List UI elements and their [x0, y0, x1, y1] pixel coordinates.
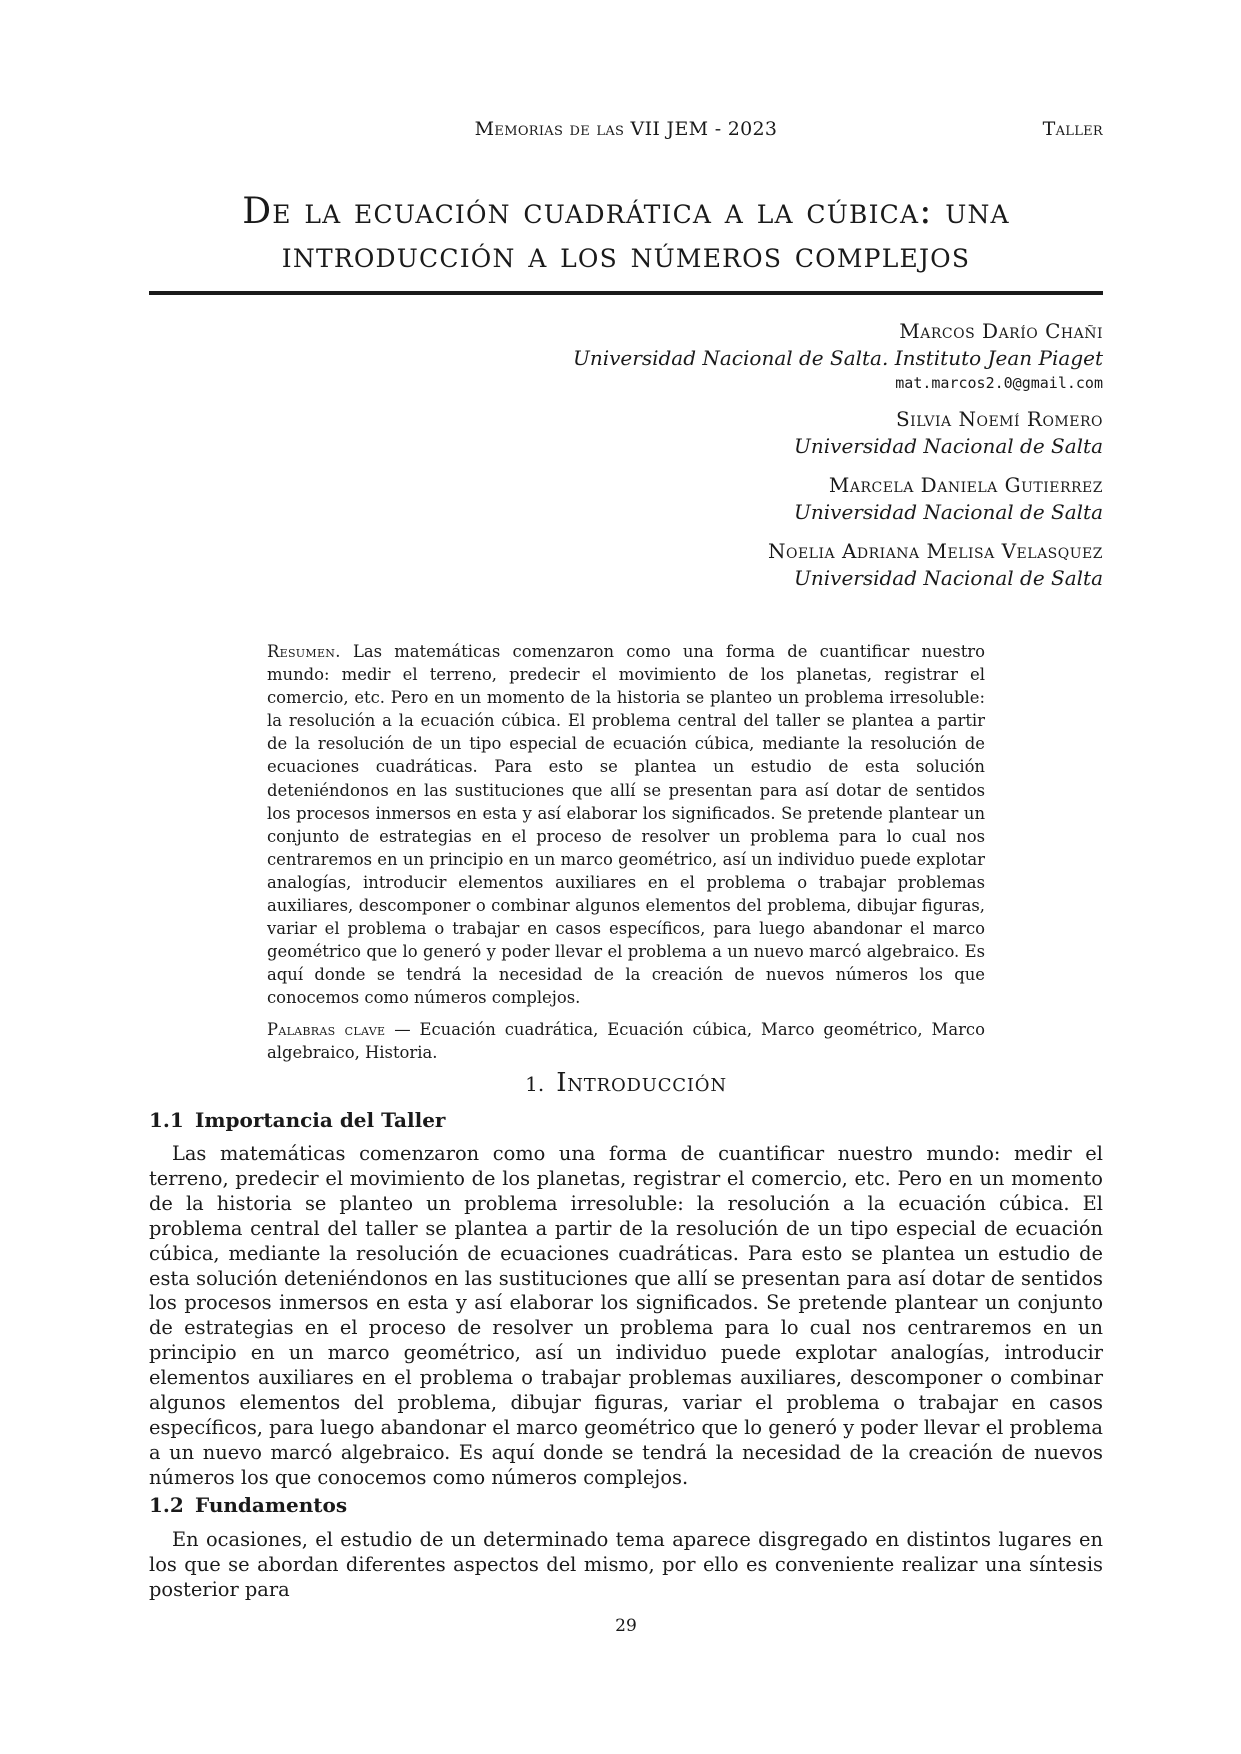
subsection-heading: [149, 1108, 445, 1132]
page-number: 29: [615, 1616, 637, 1636]
paper-title: [149, 190, 1103, 278]
paragraph: En ocasiones, el estudio de un determinado tema aparece disgregado en distintos lugares en los que se abordan diferentes aspectos del mismo, por ello es conveniente realizar una síntesis posterior para: [149, 1528, 1103, 1601]
subsection-title: Fundamentos: [195, 1493, 348, 1517]
paper-title-line-1: De la ecuación cuadrática a la cúbica: una: [242, 191, 1010, 232]
author-block: [403, 538, 1103, 592]
keywords-text: Ecuación cuadrática, Ecuación cúbica, Marco geométrico, Marco algebraico, Historia.: [267, 1019, 985, 1062]
running-header-right: Taller: [1042, 118, 1103, 140]
abstract-text: Las matemáticas comenzaron como una forma de cuantificar nuestro mundo: medir el terreno, predecir el movimiento de los planetas, registrar el comercio, etc. Pero en un momento de la historia se planteo un problema irresoluble: la resolución a la ecuación cúbica. El problema central del taller se plantea a partir de la resolución de un tipo especial de ecuación cúbica, mediante la resolución de ecuaciones cuadráticas. Para esto se plantea un estudio de esta solución deteniéndonos en las sustituciones que allí se presentan para así dotar de sentidos los procesos inmersos en esta y así elaborar los significados. Se pretende plantear un conjunto de estrategias en el proceso de resolver un problema para lo cual nos centraremos en un principio en un marco geométrico, así un individuo puede explotar analogías, introducir elementos auxiliares en el problema o trabajar problemas auxiliares, descomponer o combinar algunos elementos del problema, dibujar figuras, variar el problema o trabajar en casos específicos, para luego abandonar el marco geométrico que lo generó y poder llevar el problema a un nuevo marcó algebraico. Es aquí donde se tendrá la necesidad de la creación de nuevos números los que conocemos como números complejos.: [267, 642, 985, 1008]
author-name: Marcos Darío Chañi: [899, 319, 1103, 343]
author-name: Silvia Noemí Romero: [895, 407, 1103, 431]
keywords-separator: —: [394, 1019, 411, 1039]
author-affiliation: Universidad Nacional de Salta: [794, 434, 1103, 458]
author-affiliation: Universidad Nacional de Salta: [794, 566, 1103, 590]
author-list: [403, 318, 1103, 604]
running-header: [149, 118, 1103, 148]
author-name: Noelia Adriana Melisa Velasquez: [767, 539, 1103, 563]
paper-title-line-2: introducción a los números complejos: [281, 235, 971, 276]
section-number: 1.: [525, 1072, 545, 1096]
author-affiliation: Universidad Nacional de Salta: [794, 500, 1103, 524]
keywords: [267, 1018, 985, 1064]
subsection-number: 1.1: [149, 1108, 184, 1132]
abstract-body: [267, 640, 985, 1010]
abstract-label: Resumen.: [267, 642, 341, 661]
title-rule: [149, 291, 1103, 295]
subsection-number: 1.2: [149, 1493, 184, 1517]
author-block: [403, 318, 1103, 394]
section-heading: [149, 1068, 1103, 1098]
author-name: Marcela Daniela Gutierrez: [828, 473, 1103, 497]
abstract: [267, 640, 985, 1064]
subsection-title: Importancia del Taller: [195, 1108, 446, 1132]
subsection-heading: [149, 1493, 347, 1517]
author-block: [403, 472, 1103, 526]
paper-page: [149, 0, 1103, 1754]
author-email[interactable]: mat.marcos2.0@gmail.com: [895, 374, 1103, 392]
section-title: Introducción: [556, 1068, 727, 1098]
author-block: [403, 406, 1103, 460]
running-header-center: Memorias de las VII JEM - 2023: [474, 118, 778, 140]
author-affiliation: Universidad Nacional de Salta. Instituto Jean Piaget: [573, 346, 1103, 370]
paragraph: Las matemáticas comenzaron como una forma de cuantificar nuestro mundo: medir el terreno, predecir el movimiento de los planetas, registrar el comercio, etc. Pero en un momento de la historia se planteo un problema irresoluble: la resolución a la ecuación cúbica. El problema central del taller se plantea a partir de la resolución de un tipo especial de ecuación cúbica, mediante la resolución de ecuaciones cuadráticas. Para esto se plantea un estudio de esta solución deteniéndonos en las sustituciones que allí se presentan para así dotar de sentidos los procesos inmersos en esta y así elaborar los significados. Se pretende plantear un conjunto de estrategias en el proceso de resolver un problema para lo cual nos centraremos en un principio en un marco geométrico, así un individuo puede explotar analogías, introducir elementos auxiliares en el problema o trabajar problemas auxiliares, descomponer o combinar algunos elementos del problema, dibujar figuras, variar el problema o trabajar en casos específicos, para luego abandonar el marco geométrico que lo generó y poder llevar el problema a un nuevo marcó algebraico. Es aquí donde se tendrá la necesidad de la creación de nuevos números los que conocemos como números complejos.: [149, 1142, 1103, 1489]
keywords-label: Palabras clave: [267, 1019, 386, 1039]
